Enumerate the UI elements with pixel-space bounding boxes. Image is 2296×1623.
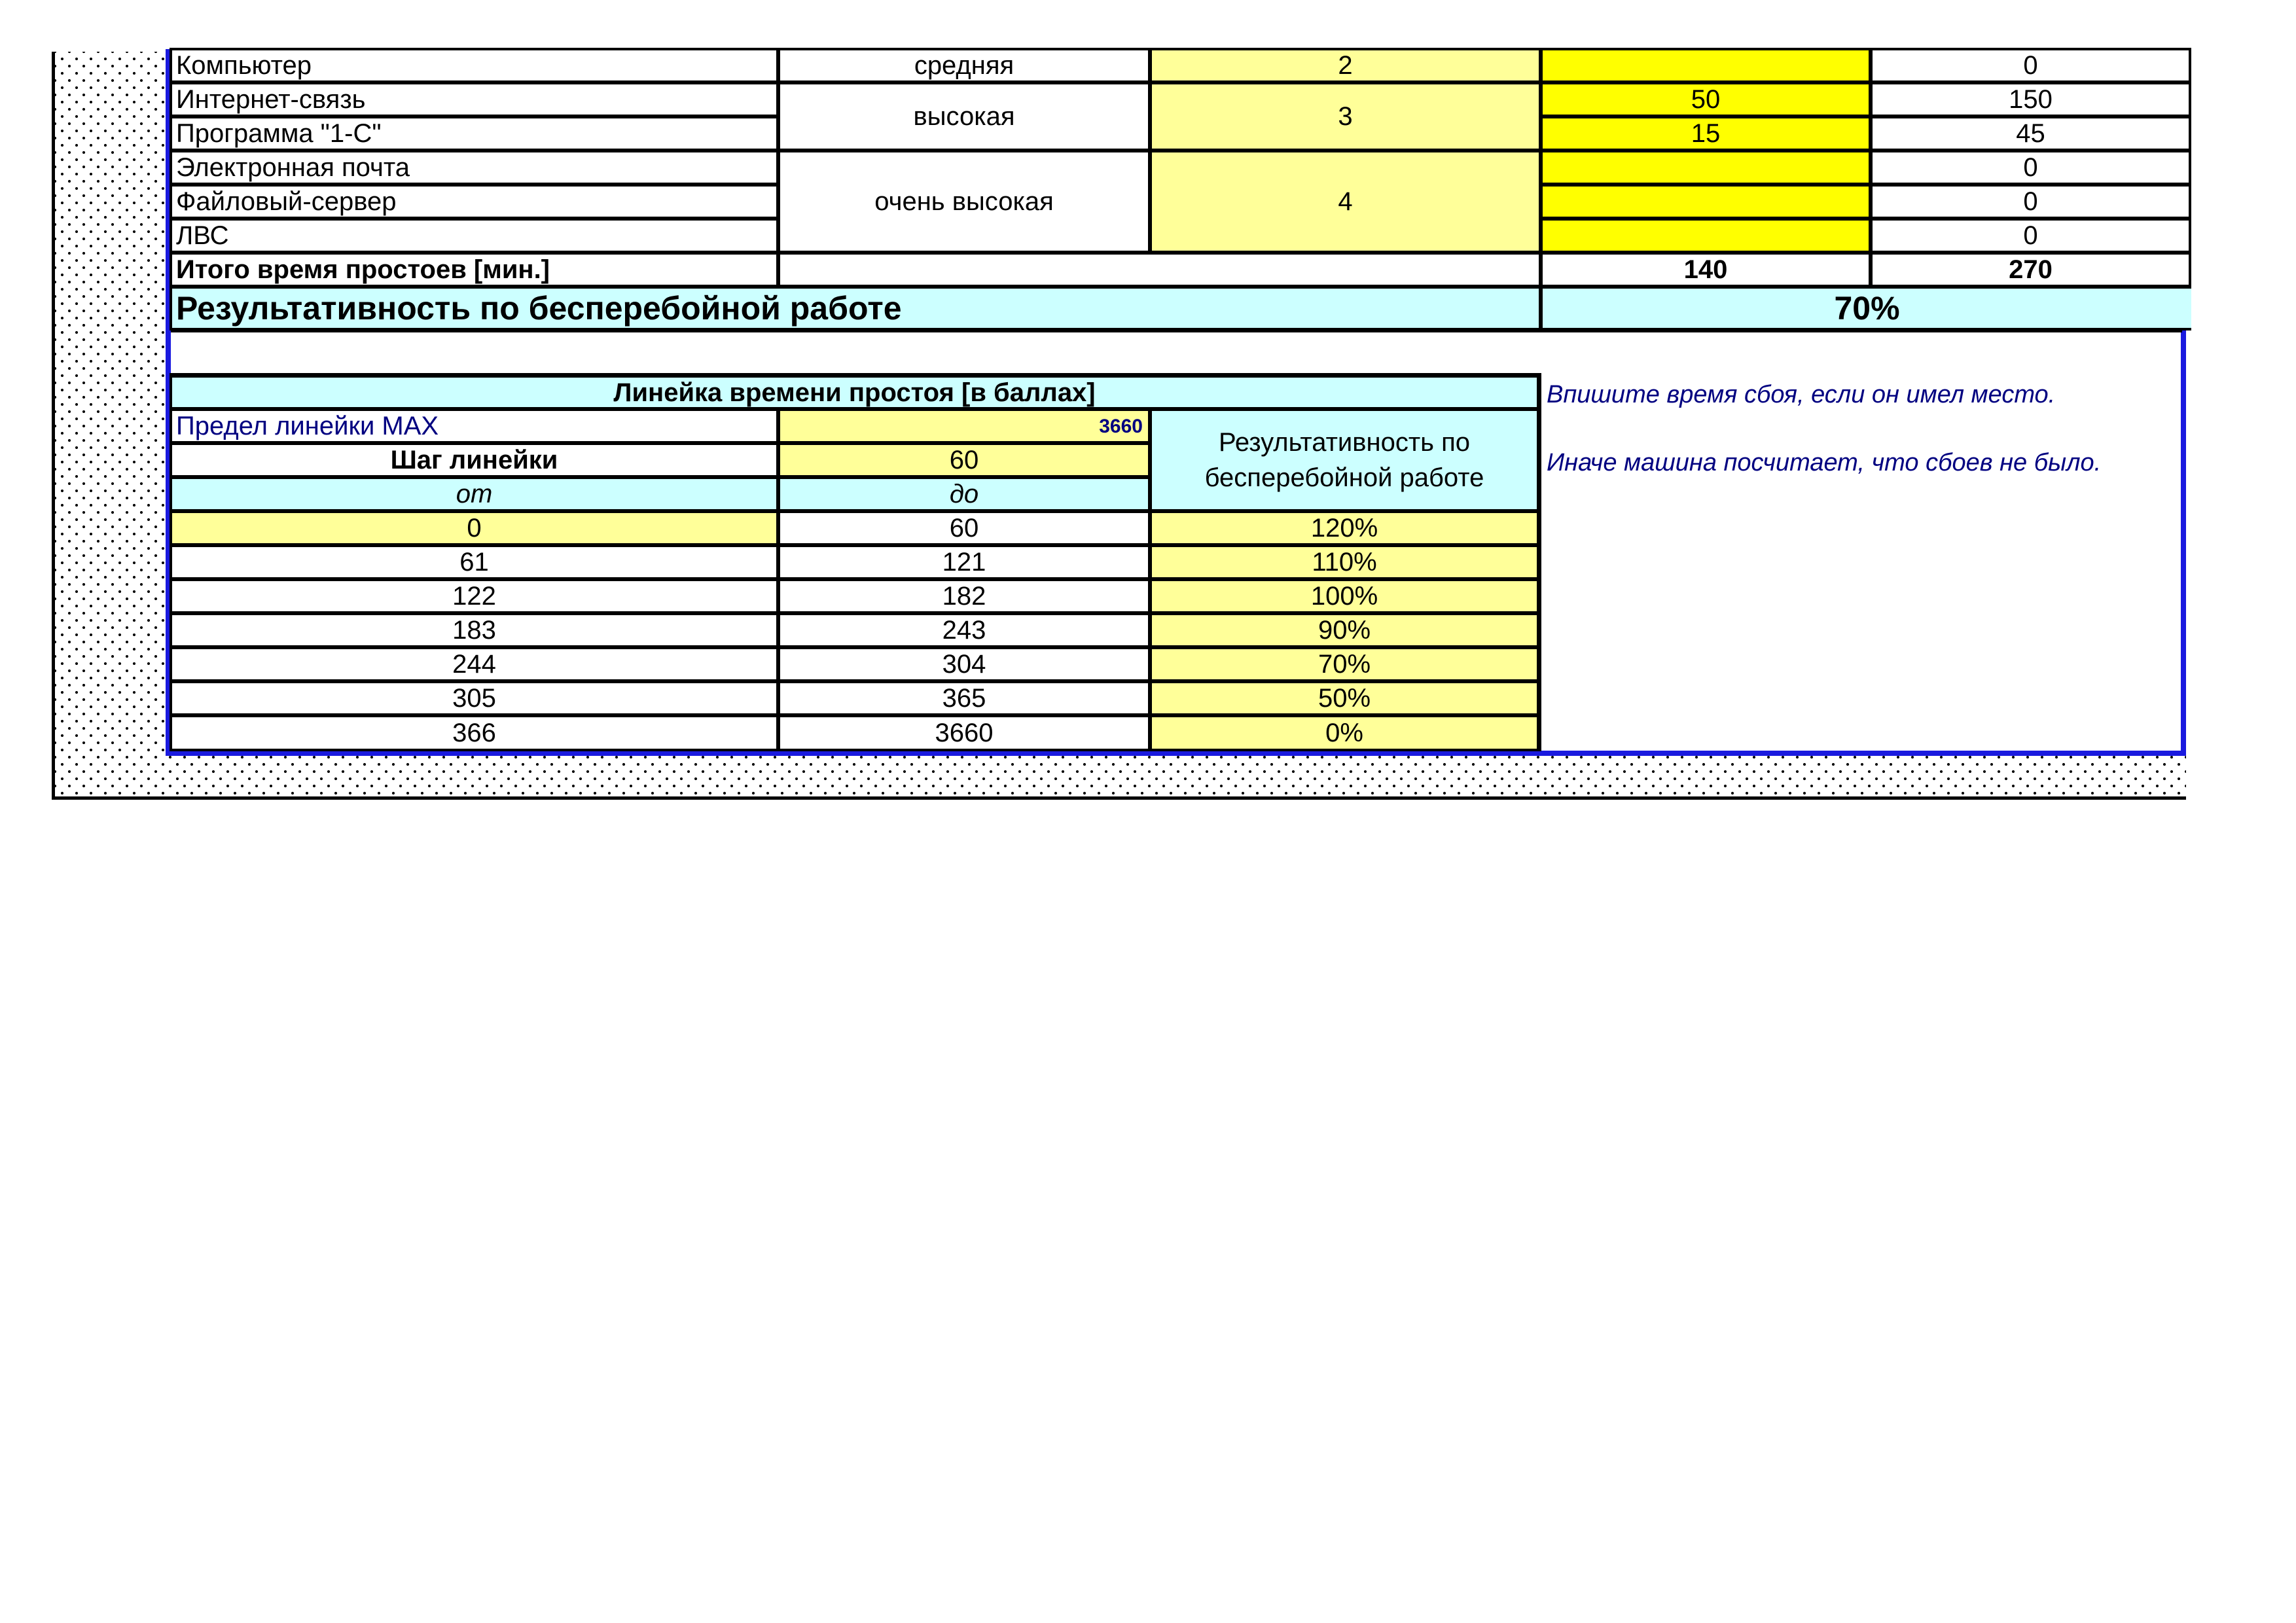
note-enter-downtime: Впишите время сбоя, если он имел место. (1547, 381, 2056, 408)
weighted-internet[interactable]: 150 (1870, 82, 2191, 117)
service-name-file-server[interactable]: Файловый-сервер (170, 184, 779, 219)
service-name-1c[interactable]: Программа "1-С" (170, 116, 779, 151)
downtime-input-internet[interactable]: 50 (1540, 82, 1871, 117)
coef-high[interactable]: 3 (1149, 82, 1541, 151)
result-label[interactable]: Результативность по бесперебойной работе (170, 286, 1541, 330)
result-value[interactable]: 70% (1540, 286, 2191, 330)
weighted-1c[interactable]: 45 (1870, 116, 2191, 151)
weighted-computer[interactable]: 0 (1870, 48, 2191, 83)
sheet-frame (166, 49, 2186, 756)
scale-max-value[interactable]: 3660 (778, 408, 1151, 444)
scale-row-to[interactable]: 60 (778, 510, 1151, 546)
total-weighted-value[interactable]: 270 (1870, 252, 2191, 287)
scale-from-header[interactable]: от (170, 476, 779, 512)
scale-result-header[interactable]: Результативность по бесперебойной работе (1149, 408, 1541, 512)
scale-title[interactable]: Линейка времени простоя [в баллах] (170, 373, 1541, 410)
downtime-input-lan[interactable] (1540, 218, 1871, 253)
scale-row-from[interactable]: 0 (170, 510, 779, 546)
scale-row-from[interactable]: 183 (170, 613, 779, 648)
weighted-lan[interactable]: 0 (1870, 218, 2191, 253)
note-no-failures: Иначе машина посчитает, что сбоев не было. (1547, 449, 2102, 476)
scale-row-to[interactable]: 365 (778, 681, 1151, 716)
scale-row-to[interactable]: 121 (778, 544, 1151, 580)
scale-step-label[interactable]: Шаг линейки (170, 442, 779, 478)
scale-row-from[interactable]: 366 (170, 715, 779, 751)
service-name-internet[interactable]: Интернет-связь (170, 82, 779, 117)
scale-row-from[interactable]: 244 (170, 647, 779, 682)
coef-very-high[interactable]: 4 (1149, 150, 1541, 253)
priority-medium[interactable]: средняя (778, 48, 1151, 83)
total-empty-cell[interactable] (778, 252, 1541, 287)
scale-row-result[interactable]: 70% (1149, 647, 1541, 682)
scale-row-to[interactable]: 182 (778, 579, 1151, 614)
service-name-lan[interactable]: ЛВС (170, 218, 779, 253)
scale-row-to[interactable]: 243 (778, 613, 1151, 648)
scale-row-from[interactable]: 122 (170, 579, 779, 614)
scale-step-value[interactable]: 60 (778, 442, 1151, 478)
scale-to-header[interactable]: до (778, 476, 1151, 512)
service-name-email[interactable]: Электронная почта (170, 150, 779, 185)
section-divider (171, 329, 2182, 332)
total-downtime-label[interactable]: Итого время простоев [мин.] (170, 252, 779, 287)
scale-row-result[interactable]: 0% (1149, 715, 1541, 751)
scale-row-to[interactable]: 304 (778, 647, 1151, 682)
weighted-email[interactable]: 0 (1870, 150, 2191, 185)
scale-row-result[interactable]: 50% (1149, 681, 1541, 716)
priority-high[interactable]: высокая (778, 82, 1151, 151)
scale-row-result[interactable]: 120% (1149, 510, 1541, 546)
priority-very-high[interactable]: очень высокая (778, 150, 1151, 253)
downtime-input-computer[interactable] (1540, 48, 1871, 83)
scale-row-result[interactable]: 100% (1149, 579, 1541, 614)
coef-medium[interactable]: 2 (1149, 48, 1541, 83)
downtime-input-email[interactable] (1540, 150, 1871, 185)
scale-max-label[interactable]: Предел линейки MAX (170, 408, 779, 444)
downtime-input-file-server[interactable] (1540, 184, 1871, 219)
service-name-computer[interactable]: Компьютер (170, 48, 779, 83)
scale-row-result[interactable]: 110% (1149, 544, 1541, 580)
downtime-input-1c[interactable]: 15 (1540, 116, 1871, 151)
weighted-file-server[interactable]: 0 (1870, 184, 2191, 219)
total-downtime-value[interactable]: 140 (1540, 252, 1871, 287)
scale-row-from[interactable]: 305 (170, 681, 779, 716)
scale-row-from[interactable]: 61 (170, 544, 779, 580)
scale-row-result[interactable]: 90% (1149, 613, 1541, 648)
scale-row-to[interactable]: 3660 (778, 715, 1151, 751)
